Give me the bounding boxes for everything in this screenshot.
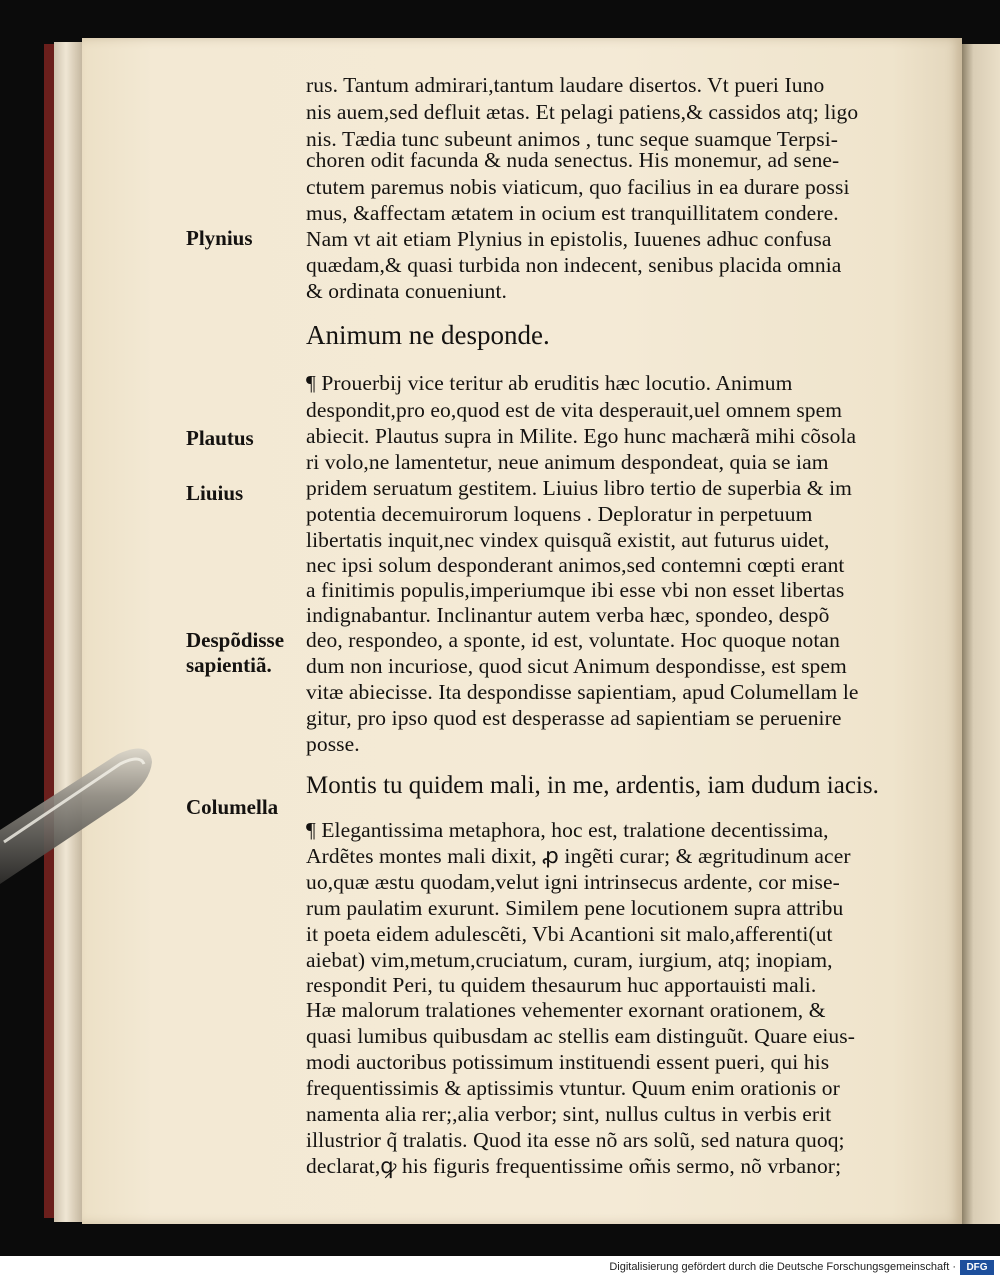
text-line: quasi lumibus quibusdam ac stellis eam distinguũt. Quare eius- <box>306 1024 855 1048</box>
text-line: ri volo,ne lamentetur, neue animum despondeat, quia se iam <box>306 450 829 474</box>
text-line: declarat,ꝙ his figuris frequentissime om̃is sermo, nõ vrbanor; <box>306 1154 842 1178</box>
text-line: indignabantur. Inclinantur autem verba hæc, spondeo, despõ <box>306 603 830 627</box>
margin-note-sapientiam: sapientiã. <box>186 653 272 677</box>
text-line: abiecit. Plautus supra in Milite. Ego hunc machærã mihi cõsola <box>306 424 857 448</box>
text-line: ¶ Elegantissima metaphora, hoc est, tralatione decentissima, <box>306 818 829 842</box>
text-line: libertatis inquit,nec vindex quisquã existit, aut futurus uidet, <box>306 528 830 552</box>
text-line: Ardẽtes montes mali dixit, ꝓ ingẽti curar; & ægritudinum acer <box>306 844 851 868</box>
text-line: nec ipsi solum desponderant animos,sed contemni cœpti erant <box>306 553 845 577</box>
margin-note-plautus: Plautus <box>186 426 254 450</box>
footer-credit: Digitalisierung gefördert durch die Deutsche Forschungsgemeinschaft · <box>609 1261 956 1273</box>
text-line: uo,quæ æstu quodam,velut igni intrinsecus ardente, cor mise- <box>306 870 840 894</box>
text-line: pridem seruatum gestitem. Liuius libro tertio de superbia & im <box>306 476 852 500</box>
text-line: ctutem paremus nobis viaticum, quo facilius in ea durare possi <box>306 175 850 199</box>
text-line: gitur, pro ipso quod est desperasse ad sapientiam se peruenire <box>306 706 842 730</box>
dfg-logo: DFG <box>960 1260 994 1275</box>
page-edges <box>54 42 84 1222</box>
text-line: namenta alia rer;,alia verbor; sint, nullus cultus in verbis erit <box>306 1102 832 1126</box>
text-line: dum non incuriose, quod sicut Animum despondisse, est spem <box>306 654 847 678</box>
text-line: rum paulatim exurunt. Similem pene locutionem supra attribu <box>306 896 844 920</box>
text-line: respondit Peri, tu quidem thesaurum huc apportauisti mali. <box>306 973 817 997</box>
text-line: despondit,pro eo,quod est de vita desperauit,uel omnem spem <box>306 398 843 422</box>
text-line: nis auem,sed defluit ætas. Et pelagi patiens,& cassidos atq; ligo <box>306 100 859 124</box>
margin-note-plynius: Plynius <box>186 226 253 250</box>
text-line: deo, respondeo, a sponte, id est, voluntate. Hoc quoque notan <box>306 628 840 652</box>
text-line: mus, &affectam ætatem in ocium est tranquillitatem condere. <box>306 201 839 225</box>
text-line: frequentissimis & aptissimis vtuntur. Quum enim orationis or <box>306 1076 840 1100</box>
text-line: vitæ abiecisse. Ita despondisse sapientiam, apud Columellam le <box>306 680 859 704</box>
text-line: it poeta eidem adulescẽti, Vbi Acantioni sit malo,afferenti(ut <box>306 922 833 946</box>
text-line: ¶ Prouerbij vice teritur ab eruditis hæc locutio. Animum <box>306 371 793 395</box>
text-line: illustrior q̃ tralatis. Quod ita esse nõ ars solũ, sed natura quoq; <box>306 1128 845 1152</box>
book-binding <box>44 44 54 1218</box>
text-line: posse. <box>306 732 360 756</box>
text-line: a finitimis populis,imperiumque ibi esse vbi non esset libertas <box>306 578 845 602</box>
text-line: rus. Tantum admirari,tantum laudare disertos. Vt pueri Iuno <box>306 73 825 97</box>
text-line: modi auctoribus potissimum instituendi essent pueri, qui his <box>306 1050 830 1074</box>
facing-page-edge <box>962 44 1000 1224</box>
text-line: quædam,& quasi turbida non indecent, senibus placida omnia <box>306 253 842 277</box>
text-line: nis. Tædia tunc subeunt animos , tunc seque suamque Terpsi- <box>306 127 839 151</box>
section-heading: Montis tu quidem mali, in me, ardentis, iam dudum iacis. <box>306 772 879 799</box>
section-heading: Animum ne desponde. <box>306 320 550 350</box>
text-line: choren odit facunda & nuda senectus. His monemur, ad sene- <box>306 148 840 172</box>
margin-note-liuius: Liuius <box>186 481 244 505</box>
margin-note-columella: Columella <box>186 795 279 819</box>
text-line: & ordinata conueniunt. <box>306 279 508 303</box>
margin-note-despondisse: Despõdisse <box>186 628 285 652</box>
text-line: aiebat) vim,metum,cruciatum, curam, iurgium, atq; inopiam, <box>306 948 833 972</box>
text-line: potentia decemuirorum loquens . Deploratur in perpetuum <box>306 502 813 526</box>
text-line: Nam vt ait etiam Plynius in epistolis, Iuuenes adhuc confusa <box>306 227 832 251</box>
text-line: Hæ malorum tralationes vehementer exornant orationem, & <box>306 998 826 1022</box>
